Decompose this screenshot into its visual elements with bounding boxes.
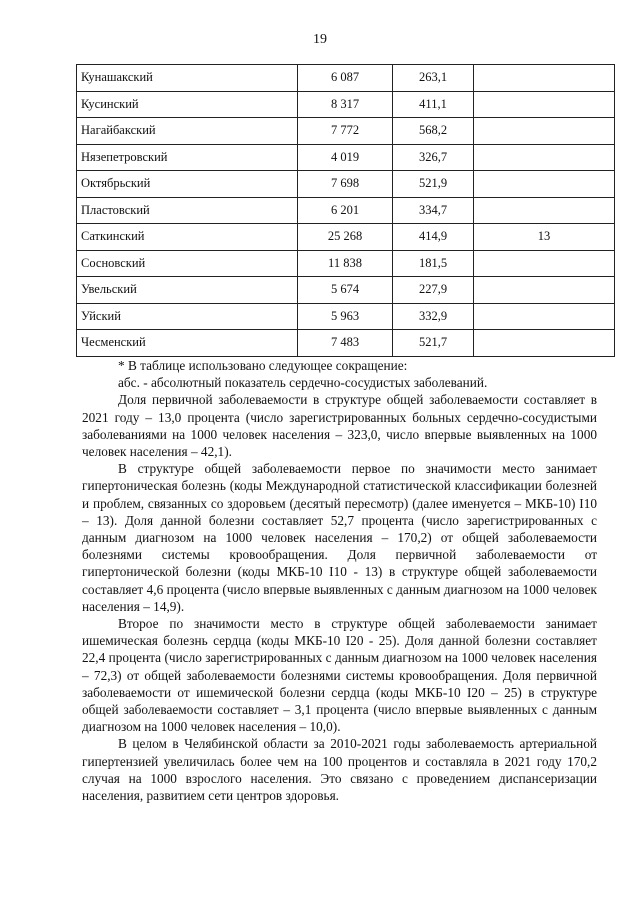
table-row	[77, 65, 615, 92]
absolute-value-cell: 5 674	[298, 277, 393, 304]
table-row	[77, 171, 615, 198]
rank-cell	[474, 171, 615, 198]
abbreviation-note: абс. - абсолютный показатель сердечно-сосудистых заболеваний.	[118, 375, 488, 391]
paragraph-ischemic: Второе по значимости место в структуре общей заболеваемости занимает ишемическая болезнь сердца (коды МКБ-10 I20 - 25). Доля данной болезни составляет 22,4 процента (число зарегистрированных с данным диагнозом на 1000 человек населения – 72,3) от общей заболеваемости болезнями системы кровообращения. Доля первичной заболеваемости от ишемической болезни сердца (коды МКБ-10 I20 – 25) в структуре общей заболеваемости составляет – 3,1 процента (число впервые выявленных с данным диагнозом на 1000 человек населения – 10,0).	[82, 616, 597, 735]
rank-cell: 13	[474, 224, 615, 251]
table-row	[77, 250, 615, 277]
district-name-cell: Кусинский	[77, 91, 298, 118]
rank-cell	[474, 250, 615, 277]
district-name-cell: Увельский	[77, 277, 298, 304]
page-number: 19	[313, 32, 327, 47]
district-name-cell: Сосновский	[77, 250, 298, 277]
paragraph-primary-share: Доля первичной заболеваемости в структуре общей заболеваемости составляет в 2021 году – 13,0 процента (число зарегистрированных больных сердечно-сосудистыми заболеваниями на 1000 человек населения – 323,0, число впервые выявленных на 1000 человек населения – 42,1).	[82, 392, 597, 460]
district-name-cell: Саткинский	[77, 224, 298, 251]
rank-cell	[474, 330, 615, 357]
rate-cell: 414,9	[393, 224, 474, 251]
district-name-cell: Нязепетровский	[77, 144, 298, 171]
table-row	[77, 144, 615, 171]
table-row	[77, 91, 615, 118]
table-row	[77, 277, 615, 304]
absolute-value-cell: 8 317	[298, 91, 393, 118]
paragraph-trend: В целом в Челябинской области за 2010-2021 годы заболеваемость артериальной гипертензией увеличилась более чем на 100 процентов и составляла в 2021 году 170,2 случая на 1000 взрослого населения. Это связано с проведением диспансеризации населения, развитием сети центров здоровья.	[82, 736, 597, 804]
rank-cell	[474, 277, 615, 304]
rate-cell: 227,9	[393, 277, 474, 304]
table-body	[77, 65, 615, 357]
table-row	[77, 330, 615, 357]
rate-cell: 568,2	[393, 118, 474, 145]
rank-cell	[474, 144, 615, 171]
rate-cell: 263,1	[393, 65, 474, 92]
district-name-cell: Уйский	[77, 303, 298, 330]
table-row	[77, 197, 615, 224]
rank-cell	[474, 197, 615, 224]
district-name-cell: Кунашакский	[77, 65, 298, 92]
rank-cell	[474, 118, 615, 145]
absolute-value-cell: 6 201	[298, 197, 393, 224]
paragraph-hypertension: В структуре общей заболеваемости первое по значимости место занимает гипертоническая болезнь (коды Международной статистической классификации болезней и проблем, связанных со здоровьем (десятый пересмотр) (далее именуется – МКБ-10) I10 – 13). Доля данной болезни составляет 52,7 процента (число зарегистрированных с данным диагнозом на 1000 человек населения – 170,2) от общей заболеваемости болезнями системы кровообращения. Доля первичной заболеваемости от гипертонической болезни (коды МКБ-10 I10 - 13) в структуре общей заболеваемости составляет 4,6 процента (число впервые выявленных с данным диагнозом на 1000 человек населения – 14,9).	[82, 461, 597, 614]
rank-cell	[474, 303, 615, 330]
rate-cell: 411,1	[393, 91, 474, 118]
morbidity-table	[76, 64, 615, 357]
table-row	[77, 118, 615, 145]
rate-cell: 181,5	[393, 250, 474, 277]
absolute-value-cell: 4 019	[298, 144, 393, 171]
rate-cell: 332,9	[393, 303, 474, 330]
rank-cell	[474, 65, 615, 92]
absolute-value-cell: 7 698	[298, 171, 393, 198]
table-row	[77, 224, 615, 251]
absolute-value-cell: 5 963	[298, 303, 393, 330]
absolute-value-cell: 7 483	[298, 330, 393, 357]
rate-cell: 521,9	[393, 171, 474, 198]
table-row	[77, 303, 615, 330]
table-footnote: * В таблице использовано следующее сокращение:	[118, 358, 408, 373]
rate-cell: 334,7	[393, 197, 474, 224]
district-name-cell: Чесменский	[77, 330, 298, 357]
district-name-cell: Нагайбакский	[77, 118, 298, 145]
absolute-value-cell: 11 838	[298, 250, 393, 277]
absolute-value-cell: 25 268	[298, 224, 393, 251]
rate-cell: 521,7	[393, 330, 474, 357]
text-block	[82, 357, 597, 804]
absolute-value-cell: 7 772	[298, 118, 393, 145]
rank-cell	[474, 91, 615, 118]
absolute-value-cell: 6 087	[298, 65, 393, 92]
district-name-cell: Пластовский	[77, 197, 298, 224]
district-name-cell: Октябрьский	[77, 171, 298, 198]
rate-cell: 326,7	[393, 144, 474, 171]
